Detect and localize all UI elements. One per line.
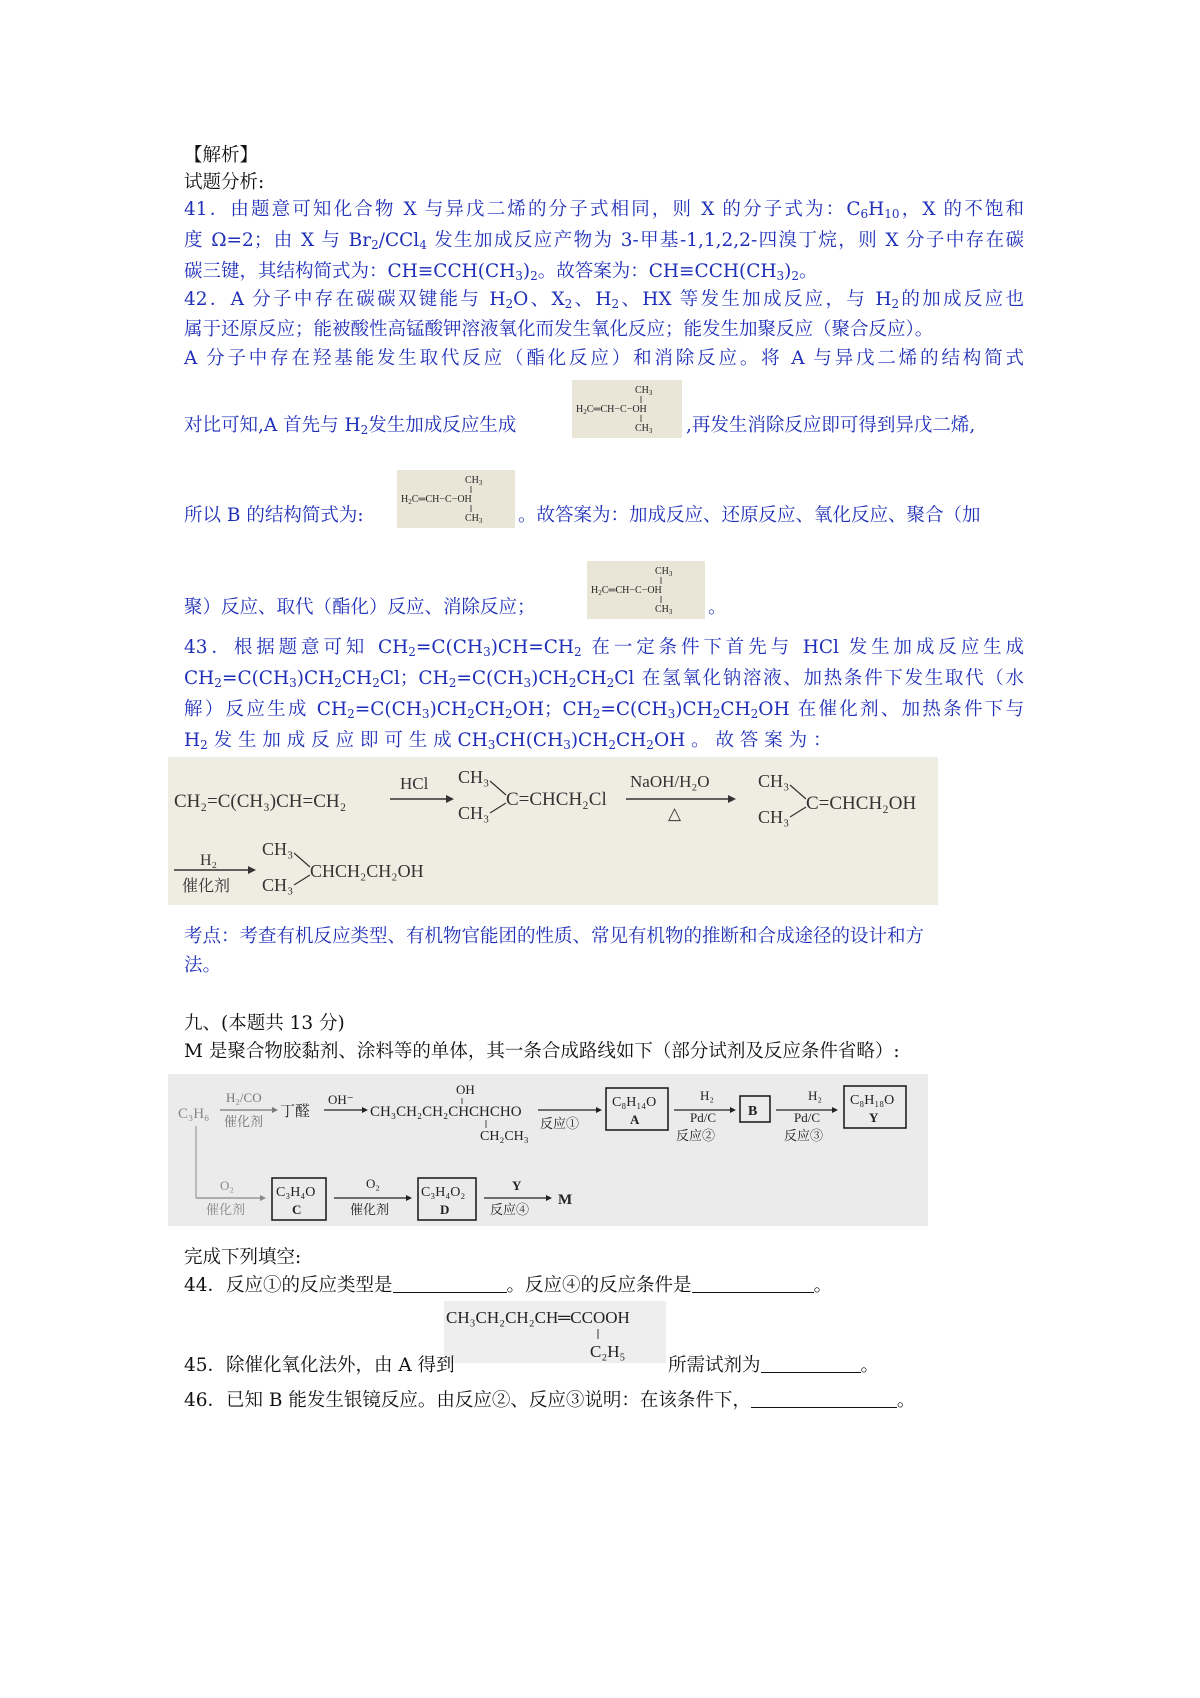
q46-blank[interactable] (751, 1387, 897, 1408)
route-box-y-label: Y (869, 1110, 879, 1125)
scheme43-p3-top: CH₃ (262, 839, 294, 859)
q44-blank-1[interactable] (393, 1272, 507, 1293)
scheme43-p3-bottom: CH₃ (262, 875, 294, 895)
scheme43-p1-top: CH₃ (458, 767, 490, 787)
q41-line3: 碳三键，其结构简式为：$CH\equiv CCH(CH_3)_2$。故答案为：$CH\equiv CCH(CH_3)_2$。 (184, 261, 818, 283)
reaction-scheme-43-svg (168, 757, 938, 905)
q42-line5: 所以 B 的结构简式为: (184, 505, 364, 526)
question-45: 45．除催化氧化法外，由 A 得到 (184, 1355, 455, 1376)
route-c3h6: C₃H₆ (178, 1106, 210, 1122)
scheme43-p2-bottom: CH₃ (758, 807, 790, 827)
q42-line4-tail: ,再发生消除反应即可得到异戊二烯, (686, 415, 976, 436)
q42-line5-tail: 。故答案为：加成反应、还原反应、氧化反应、聚合（加 (518, 505, 981, 526)
fill-in-heading: 完成下列填空: (184, 1247, 302, 1268)
struct-top: $CH_3$ (465, 475, 483, 487)
route-o2-2: O₂ (366, 1176, 380, 1191)
q45-blank[interactable] (761, 1352, 861, 1373)
route-box-d-label: D (440, 1202, 450, 1217)
route-box-a-label: A (630, 1112, 640, 1127)
route-r3-h2: H₂ (808, 1088, 822, 1103)
q42-line6: 聚）反应、取代（酯化）反应、消除反应； (184, 597, 536, 618)
route-box-y-formula: C₈H₁₈O (850, 1093, 895, 1108)
route-h2co: H₂/CO (226, 1090, 262, 1105)
question-44: 44．反应①的反应类型是 。反应④的反应条件是 。 (184, 1270, 1024, 1301)
route-intermediate-ethyl: CH₂CH₃ (480, 1129, 529, 1144)
q41-line2: 度 Ω=2；由 X 与 $Br_2/CCl_4$ 发生加成反应产物为 3-甲基-1,1,2,2-四溴丁烷，则 X 分子中存在碳 (184, 230, 1024, 252)
scheme43-reagent-naoh: NaOH/H₂O (630, 772, 710, 791)
struct-chain: $H_2C═CH-C-OH$ (591, 585, 662, 597)
scheme43-p2-chain: C=CHCH₂OH (806, 793, 917, 814)
route-box-c-label: C (292, 1202, 302, 1217)
route-catalyst-2: 催化剂 (206, 1202, 246, 1217)
struct-bottom: $CH_3$ (635, 423, 653, 435)
q42-line4: 对比可知,A 首先与 $H_2$发生加成反应生成 (184, 415, 517, 437)
struct-top: $CH_3$ (635, 385, 653, 397)
reaction-scheme-43 (168, 757, 938, 905)
q45-struct-main: CH₃CH₂CH₂CH═CCOOH (446, 1308, 630, 1327)
route-oh-minus: OH⁻ (328, 1092, 354, 1107)
route-r4-y: Y (512, 1178, 522, 1193)
scheme43-start: CH₂=C(CH₃)CH=CH₂ (174, 791, 347, 812)
scheme43-p1-bottom: CH₃ (458, 803, 490, 823)
route-butanal: 丁醛 (280, 1104, 311, 1120)
scheme43-reagent-hcl: HCl (400, 774, 429, 793)
q43-line4: $H_2$ 发 生 加 成 反 应 即 可 生 成 $CH_3CH(CH_3)CH_2CH_2OH$ 。 故 答 案 为 ： (184, 730, 832, 752)
route-box-d-formula: C₃H₄O₂ (421, 1185, 466, 1200)
q45-struct-sub: C₂H₅ (590, 1342, 626, 1361)
scheme43-reagent-catalyst: 催化剂 (182, 878, 231, 895)
section9-desc: M 是聚合物胶黏剂、涂料等的单体，其一条合成路线如下（部分试剂及反应条件省略）: (184, 1041, 900, 1062)
analysis-heading: 【解析】 (184, 145, 259, 166)
q43-line3: 解）反应生成 $CH_2=C(CH_3)CH_2CH_2OH$；$CH_2=C(CH_3)CH_2CH_2OH$ 在催化剂、加热条件下与 (184, 699, 1025, 721)
route-box-c-formula: C₃H₄O (276, 1185, 316, 1200)
q42-line2: 属于还原反应；能被酸性高锰酸钾溶液氧化而发生氧化反应；能发生加聚反应（聚合反应）。 (184, 319, 934, 340)
route-reaction-3: 反应③ (784, 1128, 824, 1143)
scheme43-reagent-h2: H₂ (200, 852, 218, 869)
route-reaction-1: 反应① (540, 1116, 580, 1131)
route-reaction-2: 反应② (676, 1128, 716, 1143)
question-45-tail: 所需试剂为 。 (668, 1350, 968, 1381)
struct-top: $CH_3$ (655, 566, 673, 578)
route-box-a-formula: C₈H₁₄O (612, 1095, 657, 1110)
q43-line1: 43．根据题意可知 $CH_2=C(CH_3)CH=CH_2$ 在一定条件下首先与 HCl 发生加成反应生成 (184, 637, 1024, 659)
route-r3-pdc: Pd/C (794, 1110, 821, 1125)
route-o2-1: O₂ (220, 1178, 234, 1193)
question-46: 46．已知 B 能发生银镜反应。由反应②、反应③说明：在该条件下， 。 (184, 1385, 1024, 1416)
struct-chain: $H_2C═CH-C-OH$ (576, 404, 647, 416)
route-intermediate: CH₃CH₂CH₂CHCHCHO (370, 1104, 522, 1120)
scheme43-heat: △ (668, 804, 682, 823)
struct-bottom: $CH_3$ (465, 513, 483, 525)
scheme43-p3-chain: CHCH₂CH₂OH (310, 861, 424, 881)
route-reaction-4: 反应④ (490, 1202, 530, 1217)
q43-line2: $CH_2=C(CH_3)CH_2CH_2Cl$；$CH_2=C(CH_3)CH_2CH_2Cl$ 在氢氧化钠溶液、加热条件下发生取代（水 (184, 668, 1024, 690)
q42-line6-tail: 。 (708, 597, 727, 618)
route-product-m: M (558, 1192, 573, 1208)
route-r2-pdc: Pd/C (690, 1110, 717, 1125)
route-box-b-label: B (748, 1104, 758, 1119)
synthesis-route-svg (168, 1074, 928, 1226)
scheme43-p1-chain: C=CHCH₂Cl (506, 789, 607, 810)
route-catalyst-1: 催化剂 (224, 1114, 264, 1129)
scheme43-p2-top: CH₃ (758, 771, 790, 791)
q42-line3: A 分子中存在羟基能发生取代反应（酯化反应）和消除反应。将 A 与异戊二烯的结构简式 (184, 348, 1024, 369)
analysis-intro: 试题分析: (184, 172, 265, 193)
route-r2-h2: H₂ (700, 1088, 714, 1103)
q42-line1: 42．A 分子中存在碳碳双键能与 $H_2O$、$X_2$、$H_2$、HX 等发生加成反应，与 $H_2$的加成反应也 (184, 289, 1024, 311)
synthesis-route-scheme (168, 1074, 928, 1226)
q41-line1: 41．由题意可知化合物 X 与异戊二烯的分子式相同，则 X 的分子式为：$C_6H_{10}$，X 的不饱和 (184, 199, 1024, 221)
struct-bottom: $CH_3$ (655, 604, 673, 616)
section9-title: 九、(本题共 13 分) (184, 1013, 345, 1034)
kaodian-line1: 考点：考查有机反应类型、有机物官能团的性质、常见有机物的推断和合成途径的设计和方 (184, 926, 925, 947)
kaodian-line2: 法。 (184, 955, 222, 976)
route-catalyst-3: 催化剂 (350, 1202, 390, 1217)
q44-blank-2[interactable] (692, 1272, 814, 1293)
route-intermediate-oh: OH (456, 1082, 475, 1097)
struct-chain: $H_2C═CH-C-OH$ (401, 494, 472, 506)
